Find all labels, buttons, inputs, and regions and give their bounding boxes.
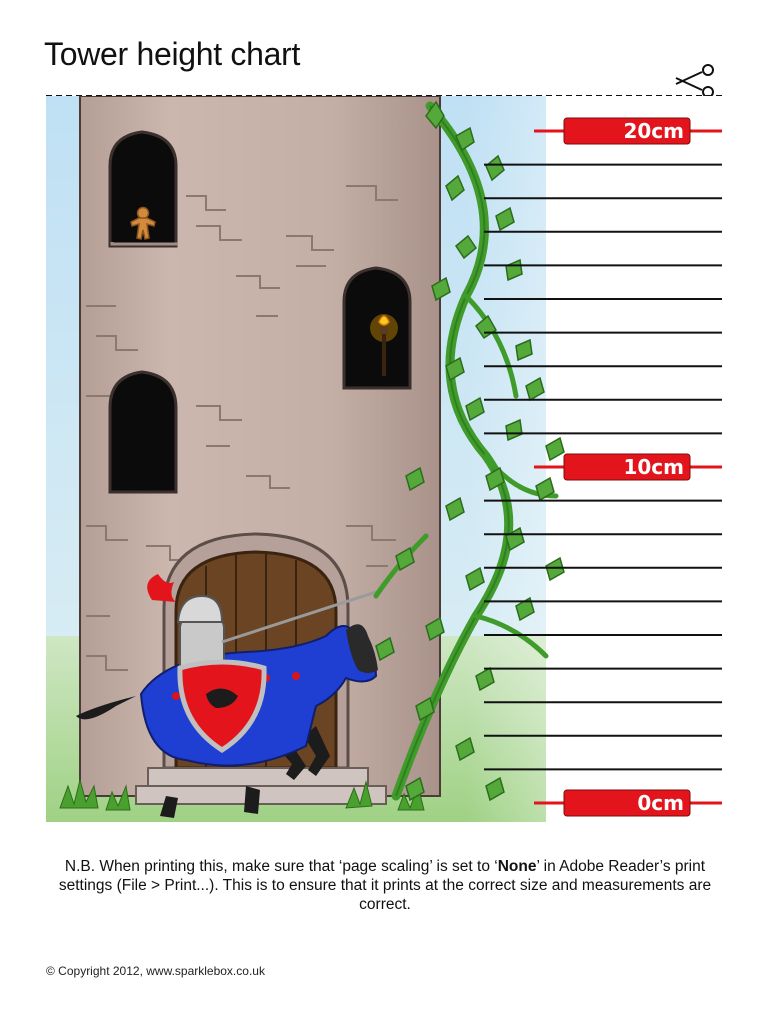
note-prefix: N.B. When printing this, make sure that ‘page scaling’ is set to ‘	[64, 858, 498, 875]
ruler-label: 0cm	[637, 791, 684, 815]
ruler-label: 10cm	[623, 455, 684, 479]
ruler-label: 20cm	[623, 119, 684, 143]
note-bold: None	[497, 858, 537, 875]
page-title: Tower height chart	[44, 36, 301, 72]
printing-note	[40, 857, 730, 914]
note-suffix: ’ in Adobe Reader’s print settings (File > Print...). This is to ensure that it prints at the correct size and measurements are correct.	[58, 858, 712, 913]
copyright: © Copyright 2012, www.sparklebox.co.uk	[46, 964, 265, 978]
tower-scene	[46, 96, 722, 822]
tower-window-left	[110, 372, 176, 492]
